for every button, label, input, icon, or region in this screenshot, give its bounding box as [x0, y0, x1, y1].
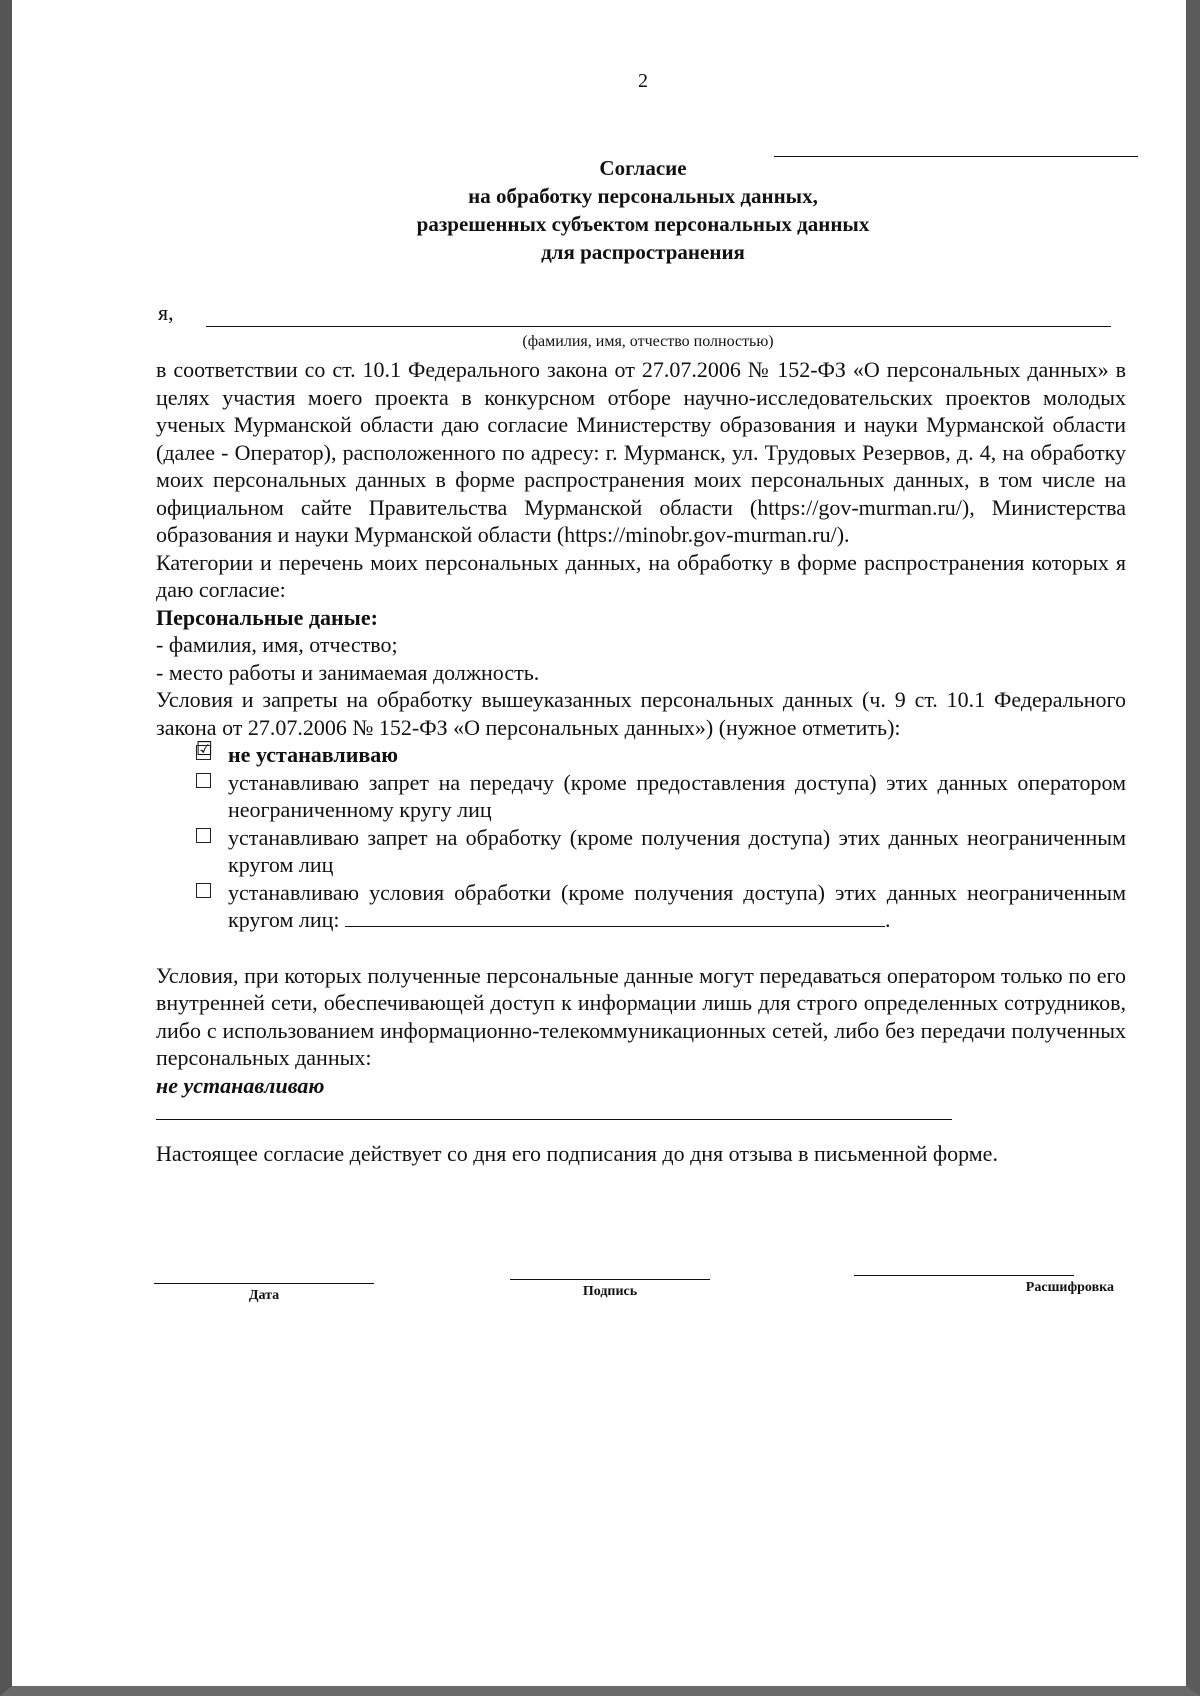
page-number: 2: [638, 70, 648, 92]
option-label: устанавливаю запрет на передачу (кроме предоставления доступа) этих данных оператором неограниченному кругу лиц: [228, 769, 1126, 822]
signature-field[interactable]: [510, 1279, 710, 1280]
option-not-set[interactable]: [156, 738, 1126, 769]
title-line-4: для распространения: [541, 240, 745, 264]
option-label: устанавливаю запрет на обработку (кроме получения доступа) этих данных неограниченным кругом лиц: [228, 824, 1126, 877]
decoding-field[interactable]: [854, 1275, 1074, 1276]
document-body: [156, 356, 1126, 1168]
personal-data-heading: Персональные даные:: [156, 604, 378, 630]
option-label: устанавливаю условия обработки (кроме получения доступа) этих данных неограниченным кругом лиц:: [228, 879, 1126, 932]
option-set-conditions[interactable]: [156, 879, 1126, 934]
personal-data-item-2: - место работы и занимаемая должность.: [156, 659, 540, 685]
spacer: [156, 934, 1126, 962]
option-suffix: .: [885, 907, 891, 932]
signature-label: Подпись: [582, 1284, 638, 1299]
signature-block: [510, 1279, 710, 1300]
date-block: [154, 1283, 374, 1304]
subject-name-row: [158, 300, 1113, 330]
date-field[interactable]: [154, 1283, 374, 1284]
categories-paragraph: Категории и перечень моих персональных данных, на обработку в форме распространения которых я даю согласие:: [156, 549, 1126, 602]
subject-label: я,: [158, 300, 174, 325]
conditions-fill-field[interactable]: [345, 908, 885, 927]
validity-statement: Настоящее согласие действует со дня его подписания до дня отзыва в письменной форме.: [156, 1141, 998, 1166]
network-answer: не устанавливаю: [156, 1072, 325, 1098]
network-paragraph: Условия, при которых полученные персональные данные могут передаваться оператором только по его внутренней сети, обеспечивающей доступ к информации лишь для строго определенных сотрудников, либо с использованием информационно-телекоммуникационных сетей, либо без передачи полученных персональных данных:: [156, 962, 1126, 1070]
checkbox-empty[interactable]: [196, 773, 211, 788]
conditions-paragraph: Условия и запреты на обработку вышеуказанных персональных данных (ч. 9 ст. 10.1 Федерального закона от 27.07.2006 № 152-ФЗ «О персональных данных») (нужное отметить):: [156, 687, 1126, 740]
decoding-label: Расшифровка: [1025, 1280, 1114, 1295]
checkbox-empty[interactable]: [196, 883, 211, 898]
date-label: Дата: [248, 1288, 280, 1303]
title-line-2: на обработку персональных данных,: [468, 184, 818, 208]
document-title: [12, 154, 1200, 266]
decoding-block: [854, 1275, 1114, 1296]
title-line-1: Согласие: [599, 156, 687, 180]
subject-name-field[interactable]: [206, 326, 1111, 327]
title-line-3: разрешенных субъектом персональных данных: [416, 212, 870, 236]
subject-name-caption: (фамилия, имя, отчество полностью): [522, 333, 774, 350]
signature-row: [154, 1280, 1114, 1323]
network-answer-line: [156, 1119, 952, 1120]
consent-paragraph: в соответствии со ст. 10.1 Федерального закона от 27.07.2006 № 152-ФЗ «О персональных данных» в целях участия моего проекта в конкурсном отборе научно-исследовательских проектов молодых ученых Мурманской области даю согласие Министерству образования и науки Мурманской области (далее - Оператор), расположенного по адресу: г. Мурманск, ул. Трудовых Резервов, д. 4, на обработку моих персональных данных в форме распространения моих персональных данных, в том числе на официальном сайте Правительства Мурманской области (https://gov-murman.ru/), Министерства образования и науки Мурманской области (https://minobr.gov-murman.ru/).: [156, 357, 1126, 547]
checkbox-empty[interactable]: [196, 828, 211, 843]
checkbox-checked[interactable]: [196, 738, 214, 760]
option-ban-processing[interactable]: [156, 824, 1126, 879]
checkmark-icon: ☑: [196, 738, 214, 760]
personal-data-item-1: - фамилия, имя, отчество;: [156, 632, 398, 657]
option-ban-transfer[interactable]: [156, 769, 1126, 824]
option-label: не устанавливаю: [228, 742, 399, 767]
